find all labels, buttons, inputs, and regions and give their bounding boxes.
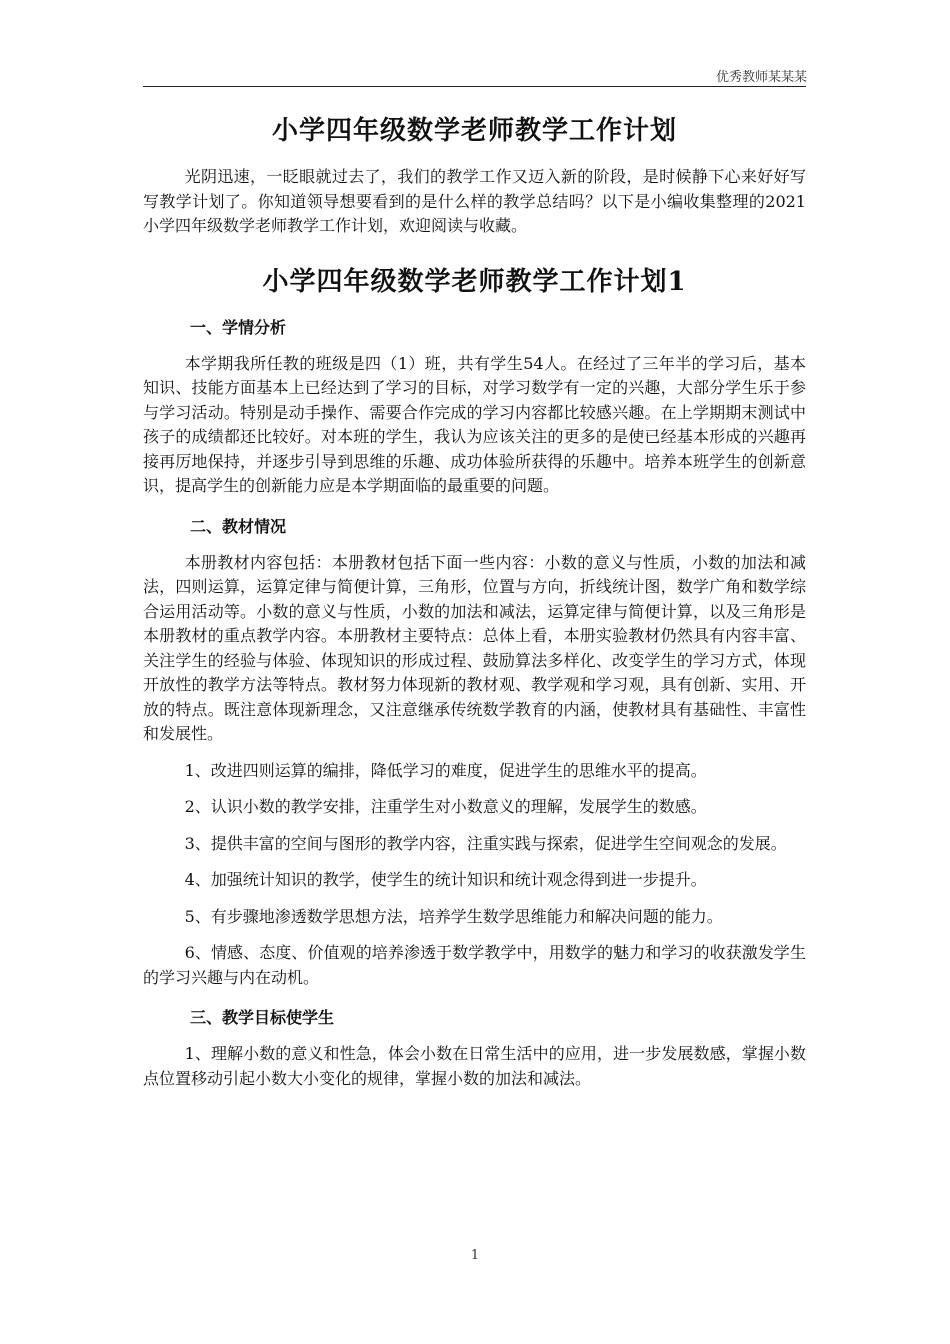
textbook-paragraph: 本册教材内容包括：本册教材包括下面一些内容：小数的意义与性质，小数的加法和减法，四则运算，运算定律与简便计算，三角形，位置与方向，折线统计图，数学广角和数学综合运用活动等。小数的意义与性质，小数的加法和减法，运算定律与简便计算，以及三角形是本册教材的重点教学内容。本册教材主要特点：总体上看，本册实验教材仍然具有内容丰富、关注学生的经验与体验、体现知识的形成过程、鼓励算法多样化、改变学生的学习方式，体现开放性的教学方法等特点。教材努力体现新的教材观、教学观和学习观，具有创新、实用、开放的特点。既注意体现新理念，又注意继承传统数学教育的内涵，使教材具有基础性、丰富性和发展性。 — [143, 552, 806, 743]
list-item: 1、改进四则运算的编排，降低学习的难度，促进学生的思维水平的提高。 — [184, 760, 707, 780]
header-author: 优秀教师某某某 — [715, 70, 807, 85]
list-item: 2、认识小数的教学安排，注重学生对小数意义的理解，发展学生的数感。 — [184, 797, 707, 816]
document-body — [143, 110, 806, 1091]
goal-item: 1、理解小数的意义和性急，体会小数在日常生活中的应用，进一步发展数感，掌握小数点位置移动引起小数大小变化的规律，掌握小数的加法和减法。 — [143, 1044, 806, 1088]
document-title: 小学四年级数学老师教学工作计划 — [271, 116, 677, 146]
heading-textbook-situation: 二、教材情况 — [190, 516, 287, 536]
list-item: 4、加强统计知识的教学，使学生的统计知识和统计观念得到进一步提升。 — [184, 870, 707, 889]
header-divider — [143, 86, 806, 87]
heading-teaching-goals: 三、教学目标使学生 — [190, 1008, 335, 1027]
intro-paragraph: 光阴迅速，一眨眼就过去了，我们的教学工作又迈入新的阶段，是时候静下心来好好写写教学计划了。你知道领导想要看到的是什么样的教学总结吗？以下是小编收集整理的2021小学四年级数学老师教学工作计划，欢迎阅读与收藏。 — [143, 167, 806, 235]
list-item: 5、有步骤地渗透数学思想方法，培养学生数学思维能力和解决问题的能力。 — [184, 906, 723, 926]
page-number: 1 — [470, 1248, 480, 1263]
heading-learning-analysis: 一、学情分析 — [190, 317, 287, 337]
list-item: 3、提供丰富的空间与图形的教学内容，注重实践与探索，促进学生空间观念的发展。 — [184, 833, 787, 853]
list-item: 6、情感、态度、价值观的培养渗透于数学教学中，用数学的魅力和学习的收获激发学生的学习兴趣与内在动机。 — [143, 943, 806, 987]
learning-analysis-paragraph: 本学期我所任教的班级是四（1）班，共有学生54人。在经过了三年半的学习后，基本知识、技能方面基本上已经达到了学习的目标，对学习数学有一定的兴趣，大部分学生乐于参与学习活动。特别是动手操作、需要合作完成的学习内容都比较感兴趣。在上学期期末测试中孩子的成绩都还比较好。对本班的学生，我认为应该关注的更多的是使已经基本形成的兴趣再接再厉地保持，并逐步引导到思维的乐趣、成功体验所获得的乐趣中。培养本班学生的创新意识，提高学生的创新能力应是本学期面临的最重要的问题。 — [143, 353, 806, 495]
section-title: 小学四年级数学老师教学工作计划1 — [262, 266, 687, 297]
